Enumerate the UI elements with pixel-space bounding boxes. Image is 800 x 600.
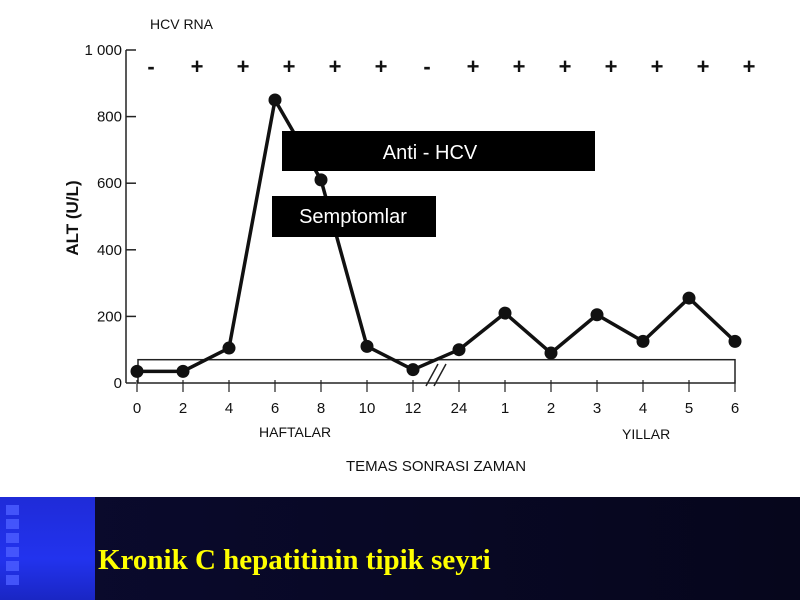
alt-point [453,343,466,356]
weeks-group-label: HAFTALAR [259,424,332,440]
x-tick-label: 10 [358,400,376,417]
hcv-rna-sign: + [650,54,664,79]
alt-point [223,342,236,355]
x-tick-label: 3 [592,400,602,417]
x-axis-ticks [133,364,739,417]
x-tick-label: 8 [316,400,326,417]
anti-hcv-label: Anti - HCV [382,142,478,164]
hcv-rna-sign: + [696,54,710,79]
hcv-rna-sign: + [328,54,342,79]
x-tick-label: 0 [132,400,142,417]
hcv-rna-sign: + [742,54,756,79]
hcv-rna-label: HCV RNA [150,16,214,32]
y-tick-label: 200 [96,308,122,326]
hcv-rna-sign: + [604,54,618,79]
x-tick-label: 2 [178,400,188,417]
y-axis [84,42,136,392]
alt-point [315,173,328,186]
years-group-label: YILLAR [622,426,671,442]
alt-point [637,335,650,348]
slide-title: Kronik C hepatitinin tipik seyri [98,544,491,576]
footer-accent-panel [0,497,95,600]
x-axis-label: TEMAS SONRASI ZAMAN [346,458,527,475]
hcv-rna-sign: + [282,54,296,79]
hcv-rna-sign: - [423,54,431,79]
x-tick-label: 6 [730,400,740,417]
alt-point [131,365,144,378]
hcv-rna-sign: + [236,54,250,79]
y-tick-label: 400 [96,241,122,259]
alt-point [591,308,604,321]
alt-point [683,292,696,305]
footer-decoration [6,505,22,589]
x-tick-label: 1 [500,400,510,417]
alt-point [545,347,558,360]
x-tick-label: 12 [404,400,422,417]
hcv-rna-sign: + [190,54,204,79]
alt-point [269,93,282,106]
x-tick-label: 6 [270,400,280,417]
hcv-rna-sign: + [466,54,480,79]
x-tick-label: 2 [546,400,556,417]
alt-point [177,365,190,378]
y-tick-label: 800 [96,108,122,126]
hcv-rna-markers [147,16,755,79]
x-tick-label: 4 [638,400,648,417]
y-axis-label: ALT (U/L) [63,180,82,256]
x-tick-label: 24 [450,400,468,417]
x-tick-label: 5 [684,400,694,417]
hcv-rna-sign: + [512,54,526,79]
y-tick-label: 600 [96,175,122,193]
hcv-rna-sign: + [374,54,388,79]
alt-point [499,307,512,320]
y-tick-label: 0 [113,375,122,392]
alt-point [407,363,420,376]
hcv-rna-sign: + [558,54,572,79]
alt-point [361,340,374,353]
normal-range-band [138,360,735,383]
y-tick-label: 1 000 [84,42,122,59]
alt-point [729,335,742,348]
symptoms-label: Semptomlar [299,206,407,228]
x-tick-label: 4 [224,400,234,417]
hcv-rna-sign: - [147,54,155,79]
